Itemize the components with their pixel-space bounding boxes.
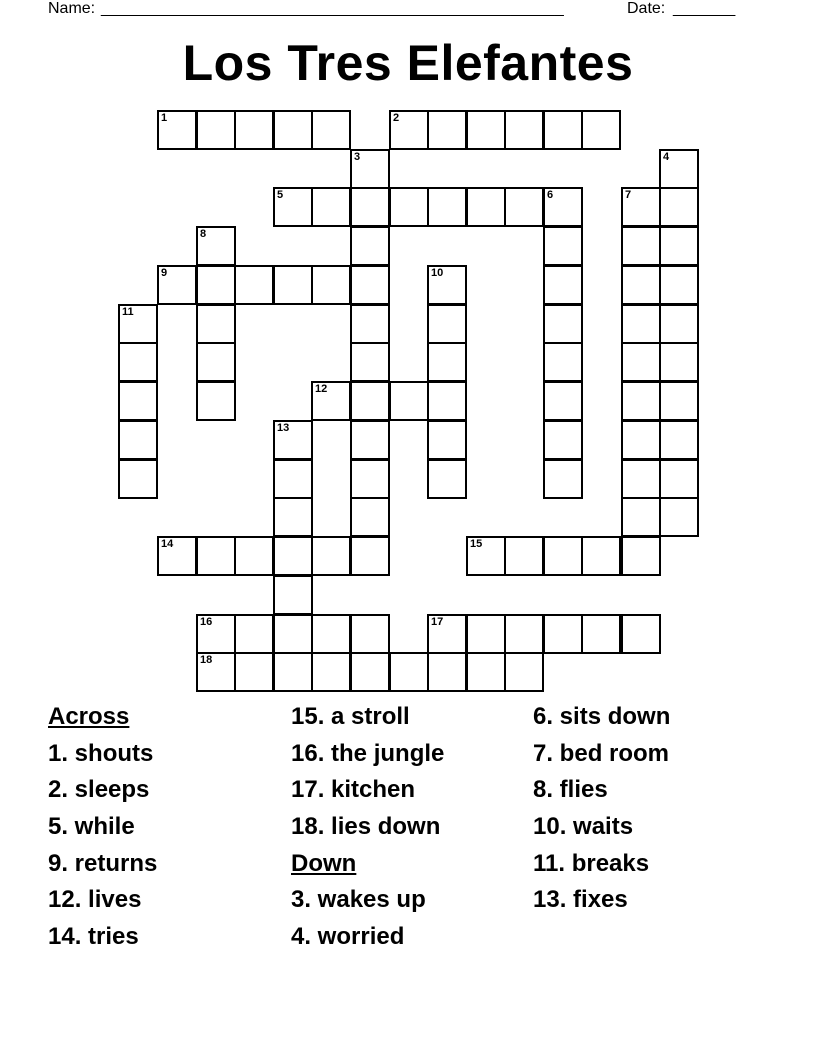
grid-cell[interactable] [157, 265, 197, 305]
grid-cell[interactable] [311, 536, 351, 576]
grid-cell[interactable] [196, 304, 236, 344]
date-field[interactable]: _______ [673, 0, 736, 17]
clue-item: 16. the jungle [291, 739, 445, 767]
grid-cell[interactable] [504, 536, 544, 576]
grid-cell[interactable] [504, 187, 544, 227]
clue-item: 17. kitchen [291, 776, 416, 804]
grid-cell[interactable] [659, 226, 699, 266]
grid-cell[interactable] [543, 381, 583, 421]
clue-item: 1. shouts [48, 739, 154, 767]
grid-cell[interactable] [350, 459, 390, 499]
grid-cell[interactable] [273, 110, 313, 150]
grid-cell[interactable] [350, 187, 390, 227]
name-label: Name: [48, 0, 96, 17]
grid-cell[interactable] [543, 459, 583, 499]
grid-cell[interactable] [196, 652, 236, 692]
cell-number: 6 [547, 189, 554, 201]
clue-item: 11. breaks [533, 849, 650, 877]
clue-item: 6. sits down [533, 703, 671, 730]
grid-cell[interactable] [273, 420, 313, 460]
grid-cell[interactable] [273, 497, 313, 537]
grid-cell[interactable] [427, 187, 467, 227]
grid-cell[interactable] [311, 265, 351, 305]
grid-cell[interactable] [273, 459, 313, 499]
clue-column-3 [533, 702, 670, 922]
clue-item: 9. returns [48, 849, 158, 877]
cell-number: 10 [431, 267, 444, 279]
grid-cell[interactable] [621, 342, 661, 382]
grid-cell[interactable] [157, 110, 197, 150]
cell-number: 4 [663, 151, 670, 163]
cell-number: 15 [470, 538, 483, 550]
grid-cell[interactable] [196, 536, 236, 576]
grid-cell[interactable] [234, 110, 274, 150]
grid-cell[interactable] [659, 420, 699, 460]
grid-cell[interactable] [273, 652, 313, 692]
grid-cell[interactable] [466, 187, 506, 227]
grid-cell[interactable] [350, 652, 390, 692]
cell-number: 3 [354, 151, 361, 163]
grid-cell[interactable] [350, 226, 390, 266]
grid-cell[interactable] [196, 614, 236, 654]
grid-cell[interactable] [273, 575, 313, 615]
grid-cell[interactable] [118, 459, 158, 499]
grid-cell[interactable] [118, 381, 158, 421]
grid-cell[interactable] [504, 652, 544, 692]
clue-item: 5. while [48, 813, 135, 841]
grid-cell[interactable] [273, 614, 313, 654]
grid-cell[interactable] [350, 342, 390, 382]
clue-item: 14. tries [48, 923, 139, 951]
cell-number: 9 [161, 267, 168, 279]
grid-cell[interactable] [196, 342, 236, 382]
grid-cell[interactable] [504, 614, 544, 654]
grid-cell[interactable] [543, 265, 583, 305]
grid-cell[interactable] [581, 110, 621, 150]
grid-cell[interactable] [311, 652, 351, 692]
grid-cell[interactable] [543, 187, 583, 227]
grid-cell[interactable] [621, 187, 661, 227]
grid-cell[interactable] [466, 110, 506, 150]
clue-item: 15. a stroll [291, 703, 410, 730]
grid-cell[interactable] [543, 614, 583, 654]
puzzle-title: Los Tres Elefantes [182, 35, 634, 91]
grid-cell[interactable] [234, 614, 274, 654]
grid-cell[interactable] [427, 304, 467, 344]
grid-cell[interactable] [659, 381, 699, 421]
grid-cell[interactable] [543, 304, 583, 344]
grid-cell[interactable] [389, 652, 429, 692]
grid-cell[interactable] [350, 536, 390, 576]
cell-number: 14 [161, 538, 174, 550]
grid-cell[interactable] [196, 265, 236, 305]
cell-number: 5 [277, 189, 284, 201]
cell-number: 17 [431, 616, 444, 628]
cell-number: 7 [625, 189, 632, 201]
grid-cell[interactable] [659, 497, 699, 537]
clue-item: 13. fixes [533, 886, 628, 914]
grid-cell[interactable] [350, 304, 390, 344]
grid-cell[interactable] [427, 265, 467, 305]
cell-number: 2 [393, 112, 400, 124]
clue-item: 8. flies [533, 776, 608, 804]
grid-cell[interactable] [621, 304, 661, 344]
grid-cell[interactable] [621, 265, 661, 305]
grid-cell[interactable] [311, 110, 351, 150]
across-heading: Across [48, 703, 130, 730]
grid-cell[interactable] [427, 459, 467, 499]
grid-cell[interactable] [504, 110, 544, 150]
cell-number: 8 [200, 228, 207, 240]
down-heading: Down [291, 849, 357, 877]
grid-cell[interactable] [273, 265, 313, 305]
grid-cell[interactable] [234, 536, 274, 576]
clue-item: 3. wakes up [291, 886, 426, 914]
grid-cell[interactable] [118, 342, 158, 382]
name-field[interactable]: ____________________________________________________ [101, 0, 564, 17]
cell-number: 16 [200, 616, 213, 628]
clue-item: 12. lives [48, 886, 142, 914]
clue-item: 7. bed room [533, 739, 670, 767]
grid-cell[interactable] [581, 614, 621, 654]
grid-cell[interactable] [196, 226, 236, 266]
grid-cell[interactable] [350, 149, 390, 189]
grid-cell[interactable] [234, 265, 274, 305]
grid-cell[interactable] [621, 459, 661, 499]
grid-cell[interactable] [659, 187, 699, 227]
grid-cell[interactable] [273, 536, 313, 576]
grid-cell[interactable] [466, 614, 506, 654]
grid-cell[interactable] [350, 265, 390, 305]
grid-cell[interactable] [543, 342, 583, 382]
grid-cell[interactable] [543, 420, 583, 460]
grid-cell[interactable] [118, 304, 158, 344]
date-label: Date: [627, 0, 666, 17]
grid-cell[interactable] [389, 381, 429, 421]
clue-item: 4. worried [291, 923, 405, 951]
grid-cell[interactable] [621, 381, 661, 421]
clue-column-2 [291, 702, 444, 959]
grid-cell[interactable] [427, 614, 467, 654]
grid-cell[interactable] [659, 265, 699, 305]
grid-cell[interactable] [621, 536, 661, 576]
grid-cell[interactable] [427, 652, 467, 692]
grid-cell[interactable] [581, 536, 621, 576]
cell-number: 18 [200, 654, 213, 666]
grid-cell[interactable] [621, 226, 661, 266]
grid-cell[interactable] [427, 110, 467, 150]
grid-cell[interactable] [621, 614, 661, 654]
grid-cell[interactable] [311, 381, 351, 421]
grid-cell[interactable] [350, 614, 390, 654]
clue-column-1 [48, 702, 157, 959]
grid-cell[interactable] [659, 459, 699, 499]
grid-cell[interactable] [311, 187, 351, 227]
grid-cell[interactable] [466, 536, 506, 576]
clue-item: 10. waits [533, 813, 634, 841]
grid-cell[interactable] [621, 420, 661, 460]
grid-cell[interactable] [659, 149, 699, 189]
grid-cell[interactable] [157, 536, 197, 576]
grid-cell[interactable] [659, 342, 699, 382]
grid-cell[interactable] [350, 497, 390, 537]
grid-cell[interactable] [350, 420, 390, 460]
grid-cell[interactable] [466, 652, 506, 692]
grid-cell[interactable] [621, 497, 661, 537]
grid-cell[interactable] [311, 614, 351, 654]
grid-cell[interactable] [273, 187, 313, 227]
grid-cell[interactable] [427, 342, 467, 382]
clue-item: 18. lies down [291, 813, 441, 841]
grid-cell[interactable] [427, 381, 467, 421]
grid-cell[interactable] [118, 420, 158, 460]
grid-cell[interactable] [543, 110, 583, 150]
cell-number: 12 [315, 383, 328, 395]
grid-cell[interactable] [196, 381, 236, 421]
grid-cell[interactable] [543, 226, 583, 266]
grid-cell[interactable] [427, 420, 467, 460]
grid-cell[interactable] [350, 381, 390, 421]
grid-cell[interactable] [389, 187, 429, 227]
clue-item: 2. sleeps [48, 776, 150, 804]
grid-cell[interactable] [659, 304, 699, 344]
grid-cell[interactable] [389, 110, 429, 150]
cell-number: 13 [277, 422, 290, 434]
cell-number: 1 [161, 112, 168, 124]
grid-cell[interactable] [543, 536, 583, 576]
grid-cell[interactable] [196, 110, 236, 150]
cell-number: 11 [122, 306, 134, 318]
grid-cell[interactable] [234, 652, 274, 692]
